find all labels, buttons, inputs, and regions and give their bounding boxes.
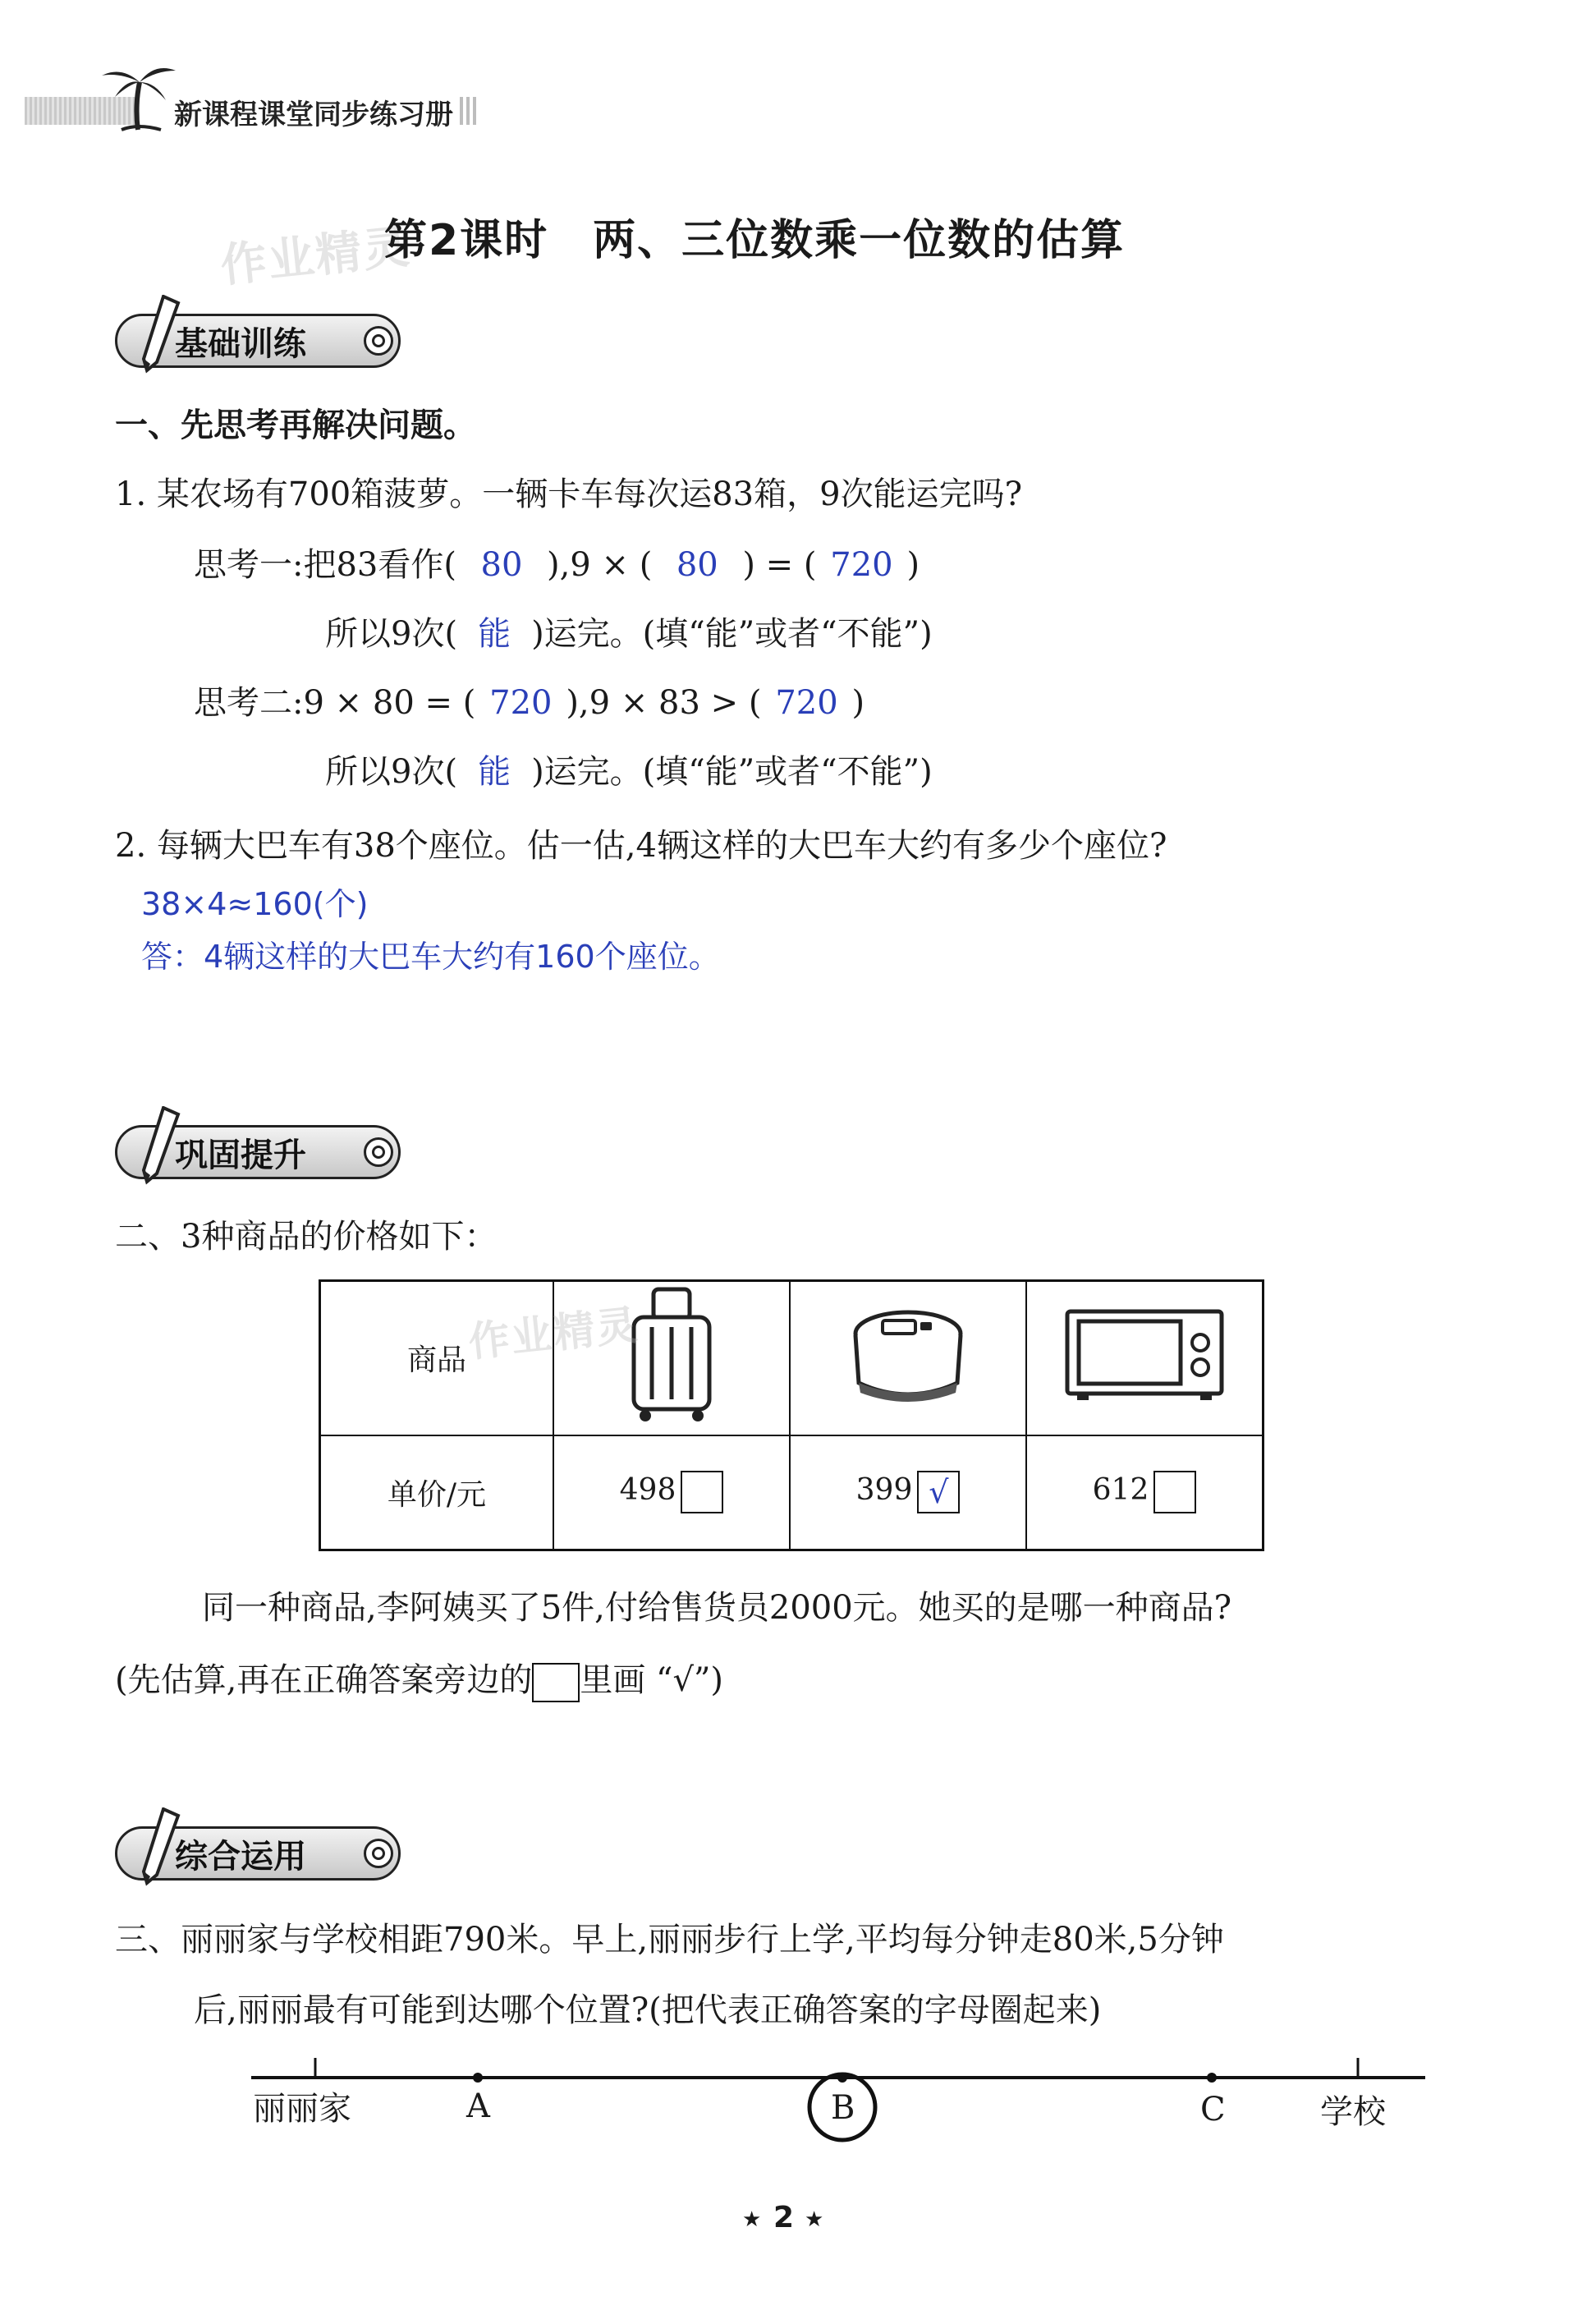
price-table xyxy=(319,1279,1264,1551)
q1-think1-line: 思考一:把83看作( 80 ),9 × ( 80 ) = ( 720 ) xyxy=(194,546,920,584)
section-label: 综合运用 xyxy=(175,1837,306,1876)
price-value: 498 xyxy=(619,1473,676,1508)
part2-heading: 二、3种商品的价格如下： xyxy=(115,1218,498,1256)
q2-answer-text: 答：4辆这样的大巴车大约有160个座位。 xyxy=(141,939,720,975)
q1-so2-line: 所以9次( 能 )运完。(填“能”或者“不能”) xyxy=(325,746,933,792)
palm-tree-icon xyxy=(97,57,179,131)
page-number: 2 xyxy=(773,2201,795,2234)
pencil-icon xyxy=(129,295,186,377)
star-icon: ★ xyxy=(805,2207,824,2232)
star-icon: ★ xyxy=(742,2207,762,2232)
pencil-icon xyxy=(129,1106,186,1188)
section-badge-apply xyxy=(115,1826,401,1881)
book-title: 新课程课堂同步练习册 xyxy=(174,99,453,131)
section-label: 巩固提升 xyxy=(175,1136,306,1174)
ring-icon xyxy=(364,1137,393,1167)
watermark: 作业精灵 xyxy=(466,1301,641,1366)
part3-line1: 三、丽丽家与学校相距790米。早上,丽丽步行上学,平均每分钟走80米,5分钟 xyxy=(115,1921,1224,1959)
price-value: 612 xyxy=(1092,1473,1149,1508)
answer-blank[interactable]: 80 xyxy=(480,546,523,584)
part2-question-line2: (先估算,再在正确答案旁边的 里画 “√”) xyxy=(115,1654,723,1702)
point-b-label[interactable]: B xyxy=(831,2089,855,2127)
watermark: 作业精灵 xyxy=(218,220,414,293)
section-badge-basic xyxy=(115,314,401,368)
part1-heading: 一、先思考再解决问题。 xyxy=(115,406,476,444)
answer-checkbox[interactable] xyxy=(681,1471,723,1513)
product-cell xyxy=(790,1281,1026,1435)
empty-box-icon xyxy=(532,1663,580,1702)
section-badge-consolidate xyxy=(115,1125,401,1179)
table-header-cell: 单价/元 xyxy=(320,1435,554,1550)
pencil-icon xyxy=(129,1807,186,1890)
header-decoration-bar-right xyxy=(460,97,478,125)
price-cell xyxy=(553,1435,790,1550)
section-label: 基础训练 xyxy=(175,324,306,363)
price-cell xyxy=(1026,1435,1264,1550)
q1-so1-line: 所以9次( 能 )运完。(填“能”或者“不能”) xyxy=(325,608,933,654)
number-line xyxy=(246,2053,1429,2160)
number-line-end-label: 学校 xyxy=(1320,2093,1386,2131)
microwave-icon xyxy=(1062,1305,1227,1403)
point-c-label[interactable]: C xyxy=(1200,2091,1226,2129)
q2-answer-calc: 38×4≈160(个) xyxy=(141,886,369,922)
price-cell xyxy=(790,1435,1026,1550)
q2-stem: 2. 每辆大巴车有38个座位。估一估,4辆这样的大巴车大约有多少个座位? xyxy=(115,827,1167,865)
answer-blank[interactable]: 720 xyxy=(830,546,893,584)
point-a-label[interactable]: A xyxy=(466,2087,490,2125)
answer-blank[interactable]: 720 xyxy=(489,684,553,722)
suitcase-icon xyxy=(622,1284,721,1424)
answer-blank[interactable]: 能 xyxy=(478,753,511,791)
product-cell xyxy=(1026,1281,1264,1435)
lesson-title: 第2课时 两、三位数乘一位数的估算 xyxy=(384,216,1126,265)
number-line-start-label: 丽丽家 xyxy=(253,2090,351,2128)
price-value: 399 xyxy=(855,1473,913,1508)
ring-icon xyxy=(364,1839,393,1868)
rice-cooker-icon xyxy=(846,1301,970,1408)
part3-line2: 后,丽丽最有可能到达哪个位置?(把代表正确答案的字母圈起来) xyxy=(194,1991,1102,2029)
answer-blank[interactable]: 80 xyxy=(676,546,718,584)
table-header-cell: 商品 xyxy=(320,1281,554,1435)
answer-checkbox[interactable] xyxy=(1153,1471,1196,1513)
q1-think2-line: 思考二:9 × 80 = ( 720 ),9 × 83 > ( 720 ) xyxy=(194,684,865,722)
answer-checkbox[interactable]: √ xyxy=(917,1471,960,1513)
q1-stem: 1. 某农场有700箱菠萝。一辆卡车每次运83箱，9次能运完吗? xyxy=(115,475,1023,513)
ring-icon xyxy=(364,326,393,356)
part2-question-line1: 同一种商品,李阿姨买了5件,付给售货员2000元。她买的是哪一种商品? xyxy=(202,1589,1232,1627)
answer-blank[interactable]: 720 xyxy=(775,684,838,722)
answer-blank[interactable]: 能 xyxy=(478,615,511,653)
